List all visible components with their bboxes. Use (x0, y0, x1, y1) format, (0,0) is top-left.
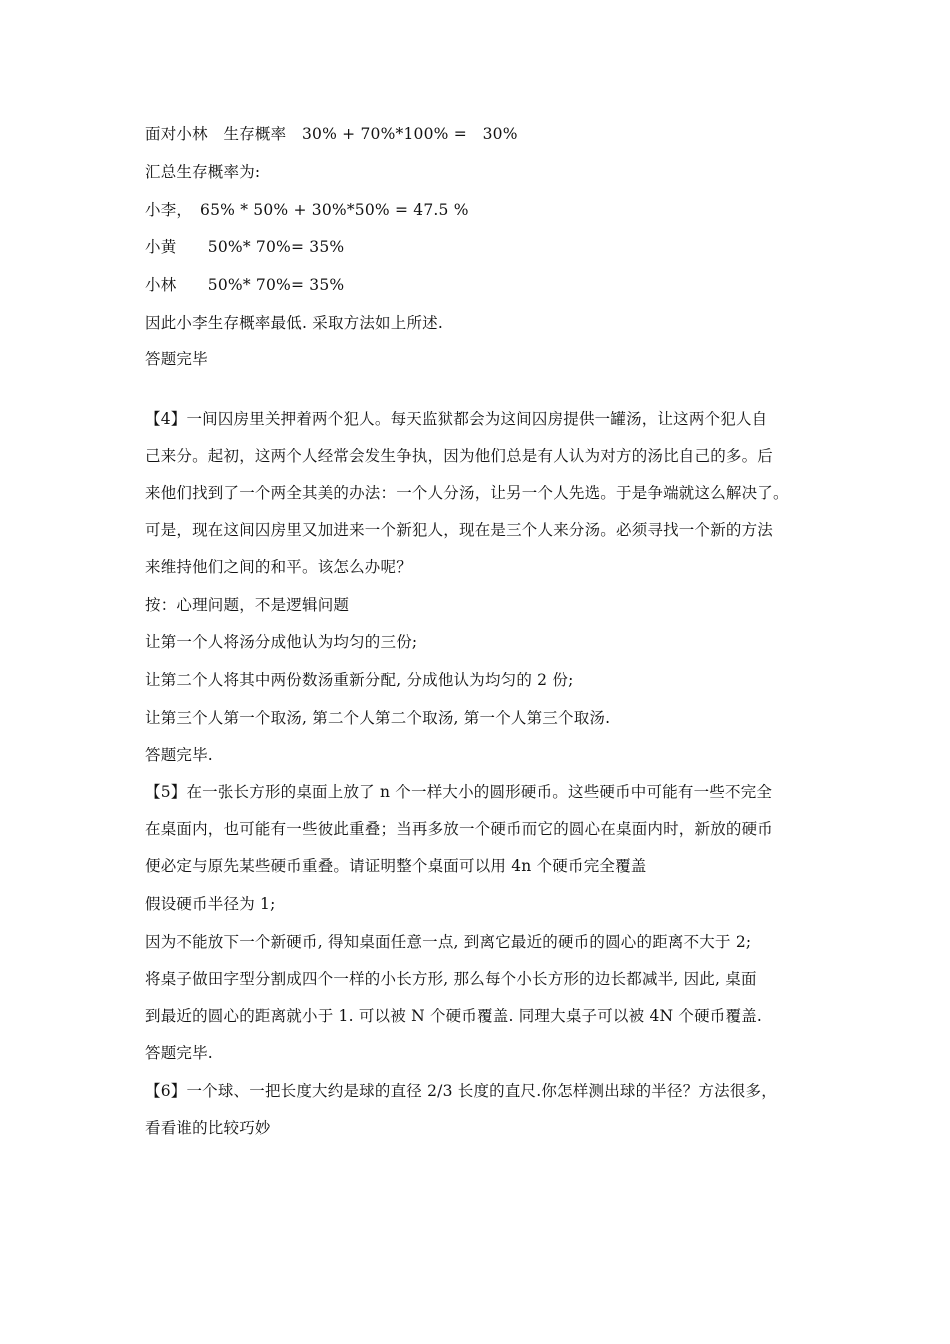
text-line: 小林 50%* 70%= 35% (145, 276, 345, 294)
question-6-line: 看看谁的比较巧妙 (145, 1119, 271, 1137)
question-4-line: 来他们找到了一个两全其美的办法：一个人分汤，让另一个人先选。于是争端就这么解决了。 (145, 484, 789, 502)
question-6-line: 【6】一个球、一把长度大约是球的直径 2/3 长度的直尺.你怎样测出球的半径？方法很多， (145, 1082, 777, 1100)
text-line: 答题完毕 (145, 350, 208, 368)
text-line: 让第二个人将其中两份数汤重新分配, 分成他认为均匀的 2 份; (145, 671, 574, 689)
text-line: 小黄 50%* 70%= 35% (145, 238, 345, 256)
text-line: 假设硬币半径为 1; (145, 895, 276, 913)
text-line: 小李， 65% * 50% + 30%*50% = 47.5 % (145, 201, 469, 219)
question-4-line: 来维持他们之间的和平。该怎么办呢？ (145, 558, 412, 576)
text-line: 因此小李生存概率最低. 采取方法如上所述. (145, 314, 443, 332)
text-line: 汇总生存概率为: (145, 163, 261, 181)
question-4-line: 可是，现在这间囚房里又加进来一个新犯人，现在是三个人来分汤。必须寻找一个新的方法 (145, 521, 774, 539)
question-5-line: 在桌面内，也可能有一些彼此重叠；当再多放一个硬币而它的圆心在桌面内时，新放的硬币 (145, 820, 774, 838)
text-line: 让第三个人第一个取汤, 第二个人第二个取汤, 第一个人第三个取汤. (145, 709, 611, 727)
text-line: 答题完毕. (145, 1044, 213, 1062)
question-5-line: 【5】在一张长方形的桌面上放了 n 个一样大小的圆形硬币。这些硬币中可能有一些不完全 (145, 783, 773, 801)
text-line: 因为不能放下一个新硬币, 得知桌面任意一点, 到离它最近的硬币的圆心的距离不大于 2; (145, 933, 752, 951)
text-line: 面对小林 生存概率 30% + 70%*100% = 30% (145, 125, 518, 143)
question-5-line: 便必定与原先某些硬币重叠。请证明整个桌面可以用 4n 个硬币完全覆盖 (145, 857, 647, 875)
question-4-line: 【4】一间囚房里关押着两个犯人。每天监狱都会为这间囚房提供一罐汤，让这两个犯人自 (145, 410, 768, 428)
text-line: 让第一个人将汤分成他认为均匀的三份; (145, 633, 418, 651)
text-line: 按：心理问题，不是逻辑问题 (145, 596, 350, 614)
text-line: 将桌子做田字型分割成四个一样的小长方形, 那么每个小长方形的边长都减半, 因此, 桌面 (145, 970, 757, 988)
text-line: 到最近的圆心的距离就小于 1. 可以被 N 个硬币覆盖. 同理大桌子可以被 4N 个硬币覆盖. (145, 1007, 763, 1025)
text-line: 答题完毕. (145, 746, 213, 764)
question-4-line: 己来分。起初，这两个人经常会发生争执，因为他们总是有人认为对方的汤比自己的多。后 (145, 447, 774, 465)
